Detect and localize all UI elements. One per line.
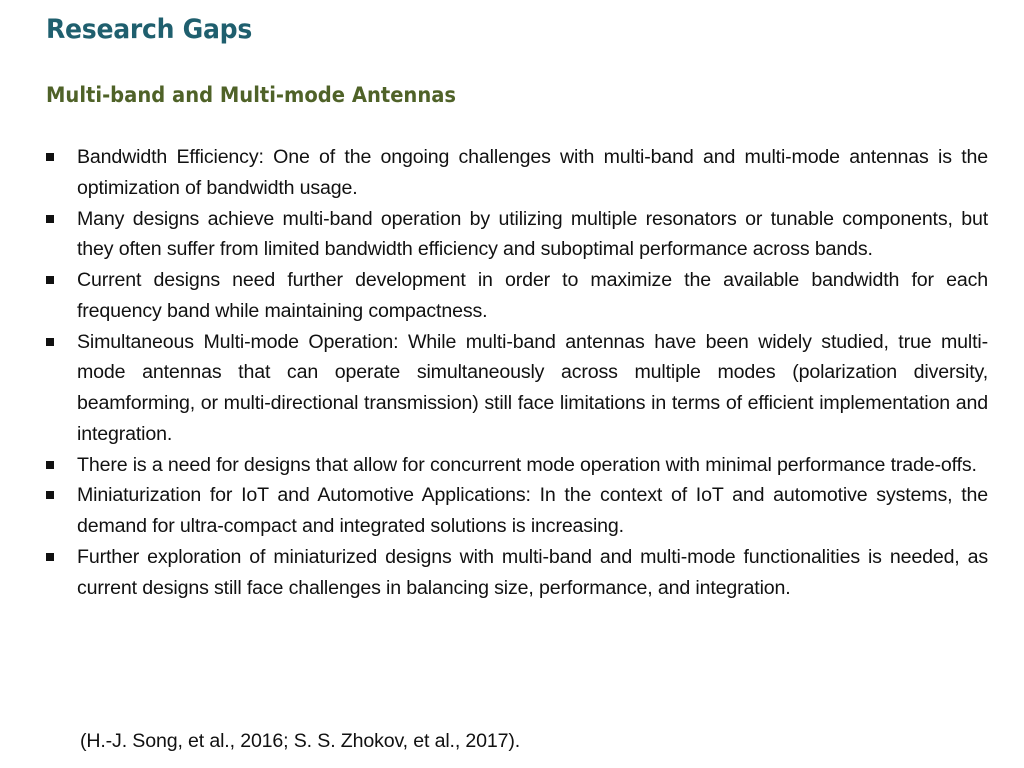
square-bullet-icon (46, 276, 54, 284)
bullet-text: Simultaneous Multi-mode Operation: While multi-band antennas have been widely studied, true multi-mode antennas that can operate simultaneously across multiple modes (polarization diversity, beamforming, or multi-directional transmission) still face limitations in terms of efficient implementation and integration. (77, 330, 988, 445)
bullet-text: Many designs achieve multi-band operation by utilizing multiple resonators or tunable components, but they often suffer from limited bandwidth efficiency and suboptimal performance across bands. (77, 207, 988, 261)
bullet-item (44, 142, 988, 204)
square-bullet-icon (46, 153, 54, 161)
slide-subtitle: Multi-band and Multi-mode Antennas (46, 83, 457, 107)
slide-title: Research Gaps (46, 14, 253, 45)
square-bullet-icon (46, 215, 54, 223)
bullet-item (44, 204, 988, 266)
bullet-text: Bandwidth Efficiency: One of the ongoing challenges with multi-band and multi-mode antennas is the optimization of bandwidth usage. (77, 146, 988, 199)
bullet-text: There is a need for designs that allow for concurrent mode operation with minimal performance trade-offs. (77, 453, 977, 476)
bullet-item (44, 265, 988, 327)
bullet-text: Further exploration of miniaturized designs with multi-band and multi-mode functionalities is needed, as current designs still face challenges in balancing size, performance, and integration. (77, 545, 988, 599)
citation: (H.-J. Song, et al., 2016; S. S. Zhokov, et al., 2017). (80, 730, 521, 752)
bullet-item (44, 450, 988, 481)
square-bullet-icon (46, 338, 54, 346)
bullet-list (44, 142, 988, 603)
bullet-text: Current designs need further development in order to maximize the available bandwidth for each frequency band while maintaining compactness. (77, 269, 988, 322)
bullet-item (44, 542, 988, 604)
bullet-item (44, 327, 988, 450)
square-bullet-icon (46, 461, 54, 469)
bullet-text: Miniaturization for IoT and Automotive Applications: In the context of IoT and automotive systems, the demand for ultra-compact and integrated solutions is increasing. (77, 484, 988, 537)
square-bullet-icon (46, 491, 54, 499)
square-bullet-icon (46, 553, 54, 561)
bullet-item (44, 480, 988, 542)
